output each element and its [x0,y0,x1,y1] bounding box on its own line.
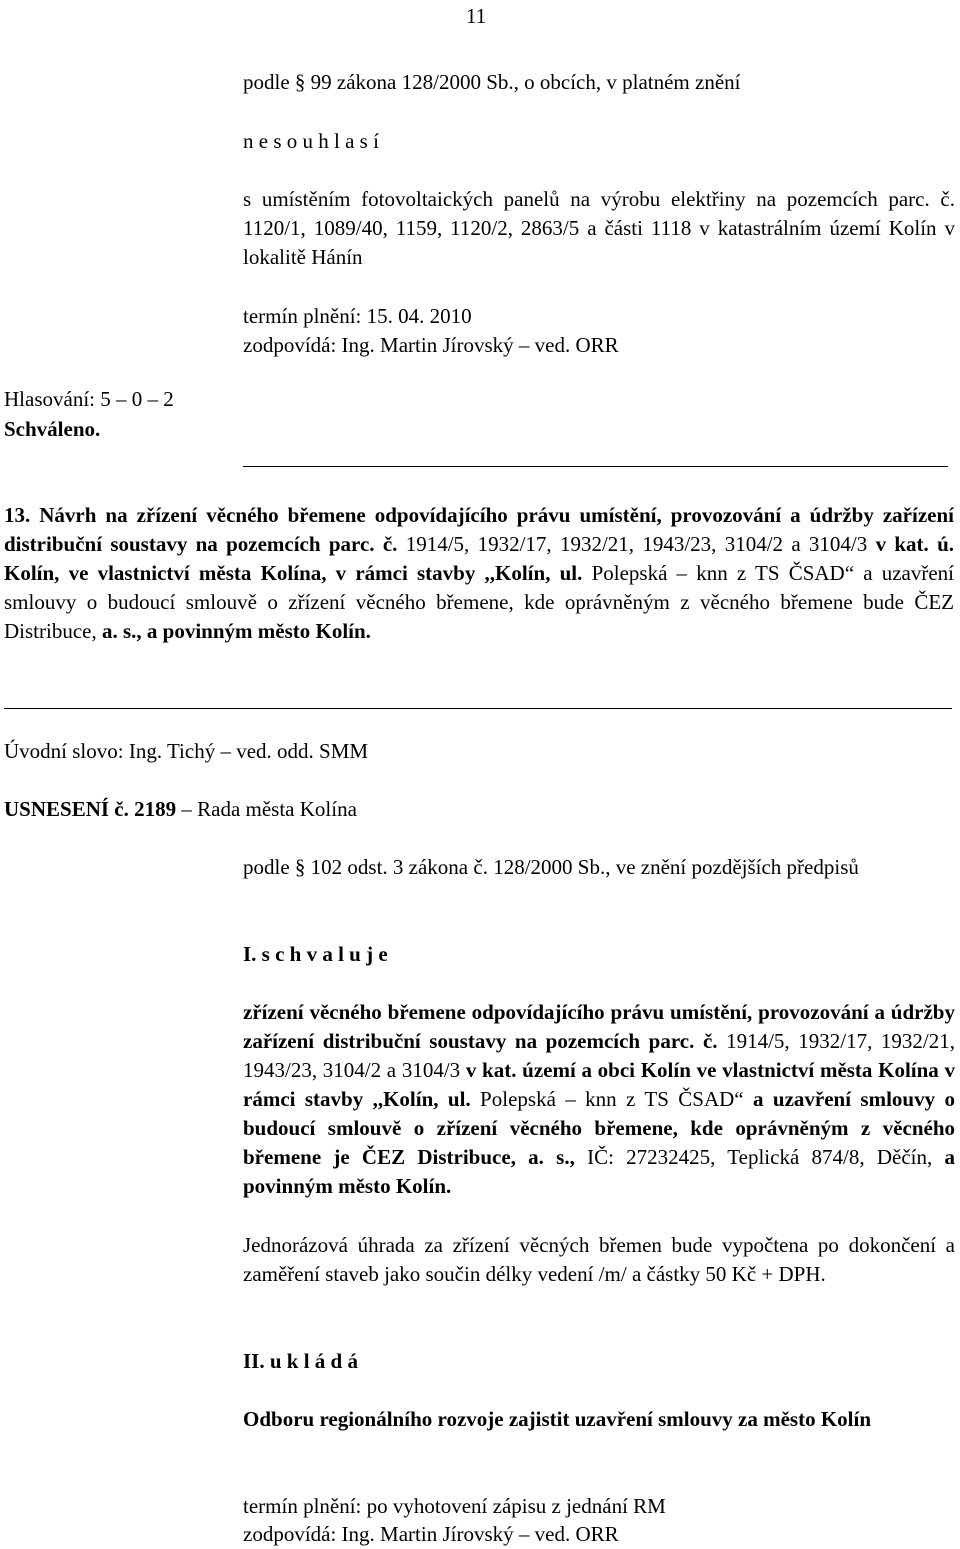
resolution-number: USNESENÍ č. 2189 [4,797,177,821]
text-part: Polepská – knn z TS ČSAD“ [470,1087,753,1111]
title-part: v kat. ú. Kolín, ve vlastnictví města Kolína, v rámci stavby ,,Kolín, ul. [4,532,954,585]
separator-line [243,466,948,467]
decision-text: s umístěním fotovoltaických panelů na výrobu elektřiny na pozemcích parc. č. 1120/1, 1089/40, 1159, 1120/2, 2863/5 a části 1118 v katastrálním území Kolín v lokalitě Hánín [243,187,955,269]
resolution-heading [4,795,357,824]
voting-result: Hlasování: 5 – 0 – 2 [4,387,174,411]
law-reference: podle § 102 odst. 3 zákona č. 128/2000 Sb., ve znění pozdějších předpisů [243,855,859,879]
text-part: IČ: 27232425, Teplická 874/8, Děčín, [574,1145,945,1169]
approval-status: Schváleno. [4,417,101,441]
responsible-person: zodpovídá: Ing. Martin Jírovský – ved. ORR [243,333,619,357]
agenda-item-13-title [4,501,954,646]
page-number: 11 [466,4,487,28]
title-part: 13. Návrh na zřízení věcného břemene odpovídajícího právu umístění, provozování a údržby zařízení distribuční soustavy na pozemcích parc. č. [4,503,954,556]
section-instructs-text: Odboru regionálního rozvoje zajistit uzavření smlouvy za město Kolín [243,1407,872,1431]
section-approves: I. s c h v a l u j e [243,942,388,966]
responsible-person: zodpovídá: Ing. Martin Jírovský – ved. ORR [243,1522,619,1546]
deadline: termín plnění: 15. 04. 2010 [243,304,472,328]
text-part: v kat. území a obci Kolín ve vlastnictví města Kolína v rámci stavby ,,Kolín, ul. [243,1058,955,1111]
title-part: 1914/5, 1932/17, 1932/21, 1943/23, 3104/2 a 3104/3 [397,532,876,556]
law-reference: podle § 99 zákona 128/2000 Sb., o obcích, v platném znění [243,70,741,94]
text-part: zřízení věcného břemene odpovídajícího právu umístění, provozování a údržby zařízení distribuční soustavy na pozemcích parc. č. [243,1000,955,1053]
payment-note: Jednorázová úhrada za zřízení věcných břemen bude vypočtena po dokončení a zaměření staveb jako součin délky vedení /m/ a částky 50 Kč + DPH. [243,1233,955,1286]
title-part: a. s., a povinným město Kolín. [101,619,371,643]
title-part: Polepská – knn z TS ČSAD“ a uzavření smlouvy o budoucí smlouvě o zřízení věcného břemene, kde oprávněným z věcného břemene bude ČEZ Distribuce, [4,561,954,643]
resolution-body: – Rada města Kolína [176,797,357,821]
deadline: termín plnění: po vyhotovení zápisu z jednání RM [243,1494,666,1518]
introductory-speaker: Úvodní slovo: Ing. Tichý – ved. odd. SMM [4,739,369,763]
separator-line [4,708,952,709]
text-part: a uzavření smlouvy o budoucí smlouvě o zřízení věcného břemene, kde oprávněným z věcného břemene je ČEZ Distribuce, a. s., [243,1087,955,1169]
text-part: 1914/5, 1932/17, 1932/21, 1943/23, 3104/2 a 3104/3 [243,1029,955,1082]
section-approves-text [243,998,955,1201]
text-part: a povinným město Kolín. [243,1145,955,1198]
section-instructs: II. u k l á d á [243,1349,358,1373]
decision-disagrees: n e s o u h l a s í [243,129,379,153]
